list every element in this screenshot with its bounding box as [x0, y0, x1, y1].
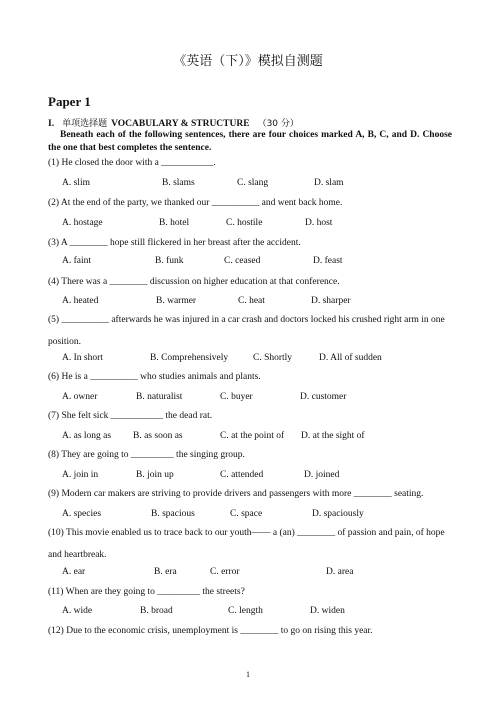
question-stem: (9) Modern car makers are striving to provide drivers and passengers with more ________ seating. — [48, 489, 424, 499]
option-c[interactable]: C. length — [228, 606, 263, 616]
option-b[interactable]: B. broad — [140, 606, 173, 616]
option-c[interactable]: C. ceased — [224, 256, 261, 266]
option-c[interactable]: C. at the point of — [220, 431, 285, 441]
option-b[interactable]: B. as soon as — [133, 431, 183, 441]
instructions: Beneath each of the following sentences, there are four choices marked A, B, C, and D. Choose the one that best completes the sentence. — [48, 130, 452, 153]
option-b[interactable]: B. hotel — [159, 218, 190, 228]
option-d[interactable]: D. widen — [310, 606, 345, 616]
option-d[interactable]: D. feast — [313, 256, 343, 266]
option-d[interactable]: D. area — [326, 567, 354, 577]
option-c[interactable]: C. error — [210, 567, 240, 577]
paper-heading: Paper 1 — [48, 94, 91, 109]
option-a[interactable]: A. species — [62, 509, 102, 519]
page-number: 1 — [246, 670, 250, 679]
section-points: （30 分） — [257, 119, 299, 129]
option-c[interactable]: C. Shortly — [253, 353, 293, 363]
option-c[interactable]: C. hostile — [226, 218, 263, 228]
question-stem: (12) Due to the economic crisis, unemployment is ________ to go on rising this year. — [48, 626, 373, 636]
question-stem: (3) A ________ hope still flickered in her breast after the accident. — [48, 238, 301, 248]
option-a[interactable]: A. heated — [62, 296, 99, 306]
option-c[interactable]: C. buyer — [220, 392, 253, 402]
option-c[interactable]: C. heat — [238, 296, 265, 306]
option-b[interactable]: B. slams — [162, 178, 195, 188]
question-stem: (8) They are going to _________ the singing group. — [48, 450, 245, 460]
section-heading — [48, 116, 448, 129]
option-d[interactable]: D. sharper — [311, 296, 351, 306]
option-a[interactable]: A. wide — [62, 606, 93, 616]
option-a[interactable]: A. slim — [62, 178, 90, 188]
question-stem: (2) At the end of the party, we thanked our __________ and went back home. — [48, 198, 343, 208]
option-d[interactable]: D. host — [305, 218, 333, 228]
option-b[interactable]: B. spacious — [151, 509, 195, 519]
question-stem: (11) When are they going to _________ the streets? — [48, 587, 245, 597]
option-d[interactable]: D. slam — [314, 178, 344, 188]
question-stem: (7) She felt sick ___________ the dead rat. — [48, 411, 213, 421]
option-d[interactable]: D. All of sudden — [319, 353, 382, 363]
option-a[interactable]: A. owner — [62, 392, 98, 402]
question-stem: (6) He is a __________ who studies animals and plants. — [48, 372, 261, 382]
option-a[interactable]: A. hostage — [62, 218, 103, 228]
option-b[interactable]: B. warmer — [156, 296, 197, 306]
option-a[interactable]: A. faint — [62, 256, 92, 266]
section-number: I. — [48, 119, 55, 129]
question-stem: (4) There was a ________ discussion on higher education at that conference. — [48, 277, 340, 287]
option-d[interactable]: D. at the sight of — [301, 431, 365, 441]
option-d[interactable]: D. joined — [304, 470, 340, 480]
option-a[interactable]: A. In short — [62, 353, 103, 363]
document-title: 《英语（下）》模拟自测题 — [173, 54, 323, 69]
option-b[interactable]: B. naturalist — [136, 392, 183, 402]
question-stem: (5) __________ afterwards he was injured in a car crash and doctors locked his crushed right arm in one position. — [48, 315, 448, 347]
option-a[interactable]: A. as long as — [62, 431, 112, 441]
section-title-zh: 单项选择题 — [62, 119, 108, 129]
option-a[interactable]: A. ear — [62, 567, 86, 577]
option-c[interactable]: C. slang — [237, 178, 269, 188]
option-b[interactable]: B. era — [154, 567, 177, 577]
question-stem: (10) This movie enabled us to trace back to our youth—— a (an) ________ of passion and pain, of hope and heartbreak. — [48, 528, 447, 560]
option-b[interactable]: B. Comprehensively — [150, 353, 229, 363]
option-d[interactable]: D. customer — [300, 392, 347, 402]
option-b[interactable]: B. join up — [136, 470, 174, 480]
question-stem: (1) He closed the door with a ___________. — [48, 158, 216, 168]
option-c[interactable]: C. attended — [220, 470, 264, 480]
option-b[interactable]: B. funk — [155, 256, 184, 266]
option-a[interactable]: A. join in — [62, 470, 99, 480]
option-d[interactable]: D. spaciously — [312, 509, 364, 519]
option-c[interactable]: C. space — [230, 509, 263, 519]
section-title-en: VOCABULARY & STRUCTURE — [111, 119, 250, 129]
